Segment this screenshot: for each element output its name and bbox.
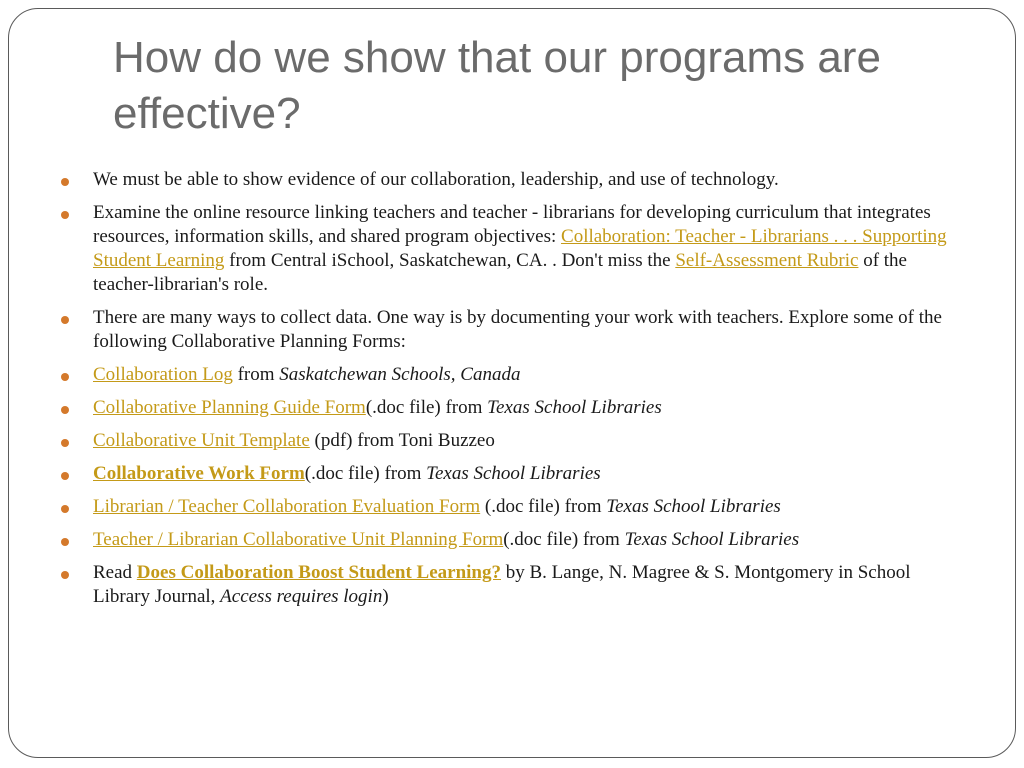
collaborative-planning-guide-form-link[interactable]: Collaborative Planning Guide Form: [93, 397, 366, 418]
collaboration-evaluation-form-link[interactable]: Librarian / Teacher Collaboration Evaluation Form: [93, 496, 481, 517]
bullet-item: There are many ways to collect data. One way is by documenting your work with teachers. Explore some of the following Collaborative Planning Forms:: [60, 306, 960, 354]
bullet-list: [60, 168, 960, 618]
bullet-item: Collaborative Unit Template (pdf) from Toni Buzzeo: [60, 429, 960, 453]
bullet-dot-icon: [61, 571, 69, 579]
bullet-item: Collaborative Planning Guide Form(.doc file) from Texas School Libraries: [60, 396, 960, 420]
bullet-item: Collaborative Work Form(.doc file) from Texas School Libraries: [60, 462, 960, 486]
bullet-item: Collaboration Log from Saskatchewan Schools, Canada: [60, 363, 960, 387]
bullet-item: Teacher / Librarian Collaborative Unit Planning Form(.doc file) from Texas School Libraries: [60, 528, 960, 552]
self-assessment-rubric-link[interactable]: Self-Assessment Rubric: [675, 250, 859, 271]
slide-title: How do we show that our programs are effective?: [113, 33, 881, 138]
bullet-dot-icon: [61, 505, 69, 513]
bullet-dot-icon: [61, 316, 69, 324]
collaboration-teacher-librarians-link[interactable]: Collaboration: Teacher - Librarians . . . Supporting Student Learning: [93, 226, 947, 271]
bullet-dot-icon: [61, 538, 69, 546]
bullet-dot-icon: [61, 472, 69, 480]
collaborative-work-form-link[interactable]: Collaborative Work Form: [93, 463, 305, 484]
bullet-item: Librarian / Teacher Collaboration Evaluation Form (.doc file) from Texas School Libraries: [60, 495, 960, 519]
collaborative-unit-template-link[interactable]: Collaborative Unit Template: [93, 430, 310, 451]
unit-planning-form-link[interactable]: Teacher / Librarian Collaborative Unit Planning Form: [93, 529, 504, 550]
collaboration-boost-learning-link[interactable]: Does Collaboration Boost Student Learning?: [136, 562, 501, 583]
bullet-item: We must be able to show evidence of our collaboration, leadership, and use of technology.: [60, 168, 960, 192]
bullet-item: Read Does Collaboration Boost Student Learning? by B. Lange, N. Magree & S. Montgomery in School Library Journal, Access requires login): [60, 561, 960, 609]
bullet-dot-icon: [61, 211, 69, 219]
bullet-dot-icon: [61, 373, 69, 381]
collaboration-log-link[interactable]: Collaboration Log: [93, 364, 233, 385]
bullet-dot-icon: [61, 178, 69, 186]
bullet-item: Examine the online resource linking teachers and teacher - librarians for developing curriculum that integrates resources, information skills, and shared program objectives: Collaboration: Teacher - Librarians . . . Supporting Student Learning from Central iSchool, Saskatchewan, CA. . Don't miss the Self-Assessment Rubric of the teacher-librarian's role.: [60, 201, 960, 297]
bullet-dot-icon: [61, 406, 69, 414]
bullet-dot-icon: [61, 439, 69, 447]
